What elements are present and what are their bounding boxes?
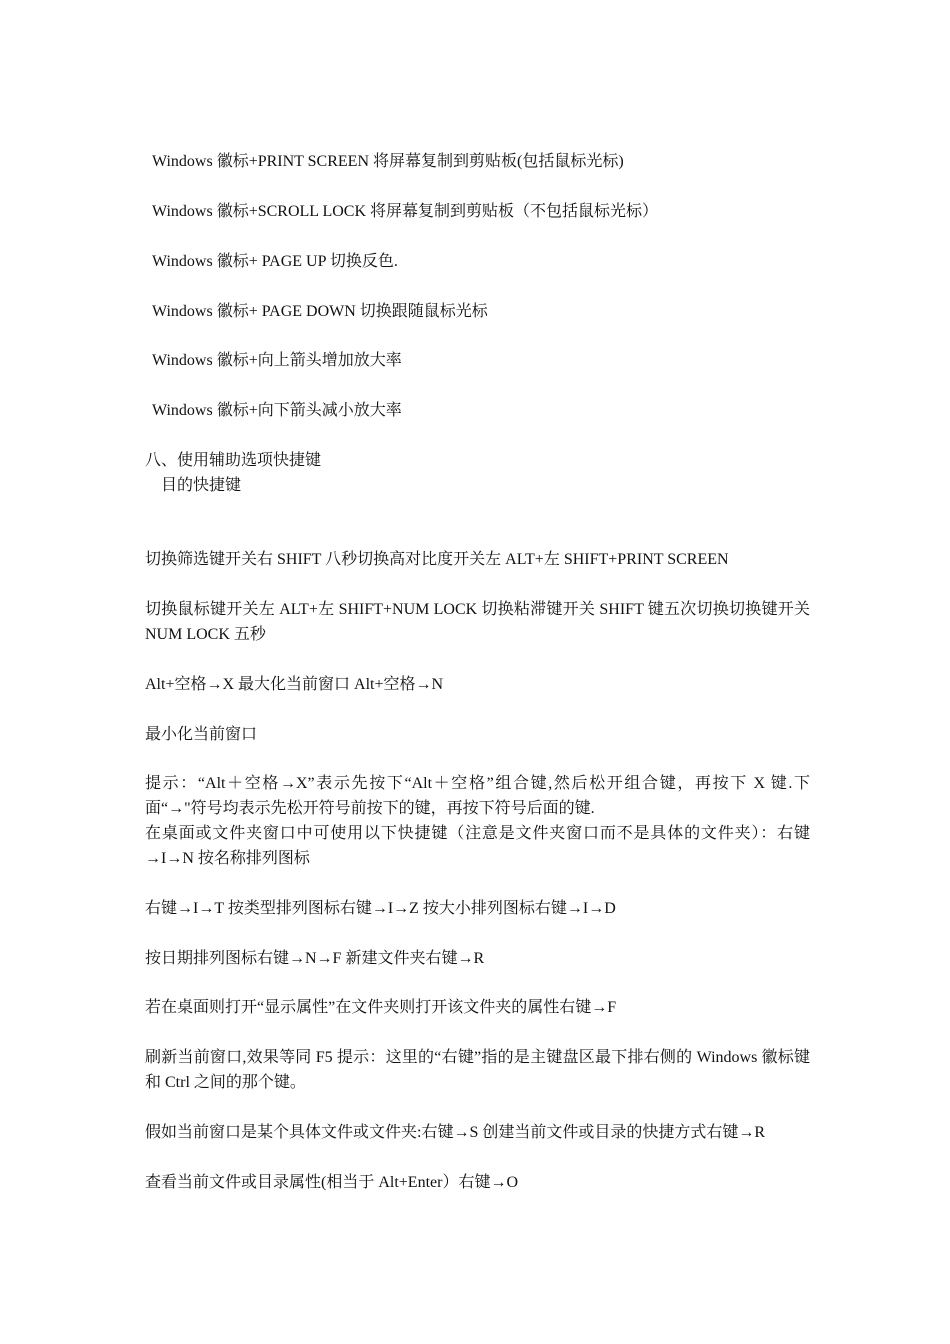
paragraph: Alt+空格→X 最大化当前窗口 Alt+空格→N (145, 676, 444, 693)
paragraph: 刷新当前窗口,效果等同 F5 提示：这里的“右键”指的是主键盘区最下排右侧的 Windows 徽标键和 Ctrl 之间的那个键。 (145, 1049, 810, 1091)
paragraph: 最小化当前窗口 (145, 726, 258, 743)
paragraph: 若在桌面则打开“显示属性”在文件夹则打开该文件夹的属性右键→F (145, 999, 617, 1016)
shortcut-line: Windows 徽标+向上箭头增加放大率 (152, 352, 402, 369)
paragraph: 在桌面或文件夹窗口中可使用以下快捷键（注意是文件夹窗口而不是具体的文件夹）：右键→I→N 按名称排列图标 (145, 825, 810, 867)
paragraph: 切换筛选键开关右 SHIFT 八秒切换高对比度开关左 ALT+左 SHIFT+PRINT SCREEN (145, 551, 729, 568)
paragraph: 提示：“Alt＋空格→X”表示先按下“Alt＋空格”组合键,然后松开组合键，再按下 X 键.下面“→"符号均表示先松开符号前按下的键，再按下符号后面的键. (145, 775, 810, 817)
shortcut-line: Windows 徽标+SCROLL LOCK 将屏幕复制到剪贴板（不包括鼠标光标） (152, 203, 659, 220)
paragraph: 右键→I→T 按类型排列图标右键→I→Z 按大小排列图标右键→I→D (145, 900, 616, 917)
paragraph: 查看当前文件或目录属性(相当于 Alt+Enter）右键→O (145, 1174, 519, 1191)
shortcut-line: Windows 徽标+向下箭头减小放大率 (152, 402, 402, 419)
paragraph: 按日期排列图标右键→N→F 新建文件夹右键→R (145, 950, 485, 967)
section-subheading: 目的快捷键 (161, 477, 242, 494)
paragraph: 切换鼠标键开关左 ALT+左 SHIFT+NUM LOCK 切换粘滞键开关 SHIFT 键五次切换切换键开关 NUM LOCK 五秒 (145, 601, 810, 643)
shortcut-line: Windows 徽标+ PAGE UP 切换反色. (152, 253, 398, 270)
shortcut-line: Windows 徽标+PRINT SCREEN 将屏幕复制到剪贴板(包括鼠标光标) (152, 153, 624, 170)
shortcut-line: Windows 徽标+ PAGE DOWN 切换跟随鼠标光标 (152, 303, 488, 320)
section-heading: 八、使用辅助选项快捷键 (145, 452, 322, 469)
paragraph: 假如当前窗口是某个具体文件或文件夹:右键→S 创建当前文件或目录的快捷方式右键→R (145, 1124, 766, 1141)
